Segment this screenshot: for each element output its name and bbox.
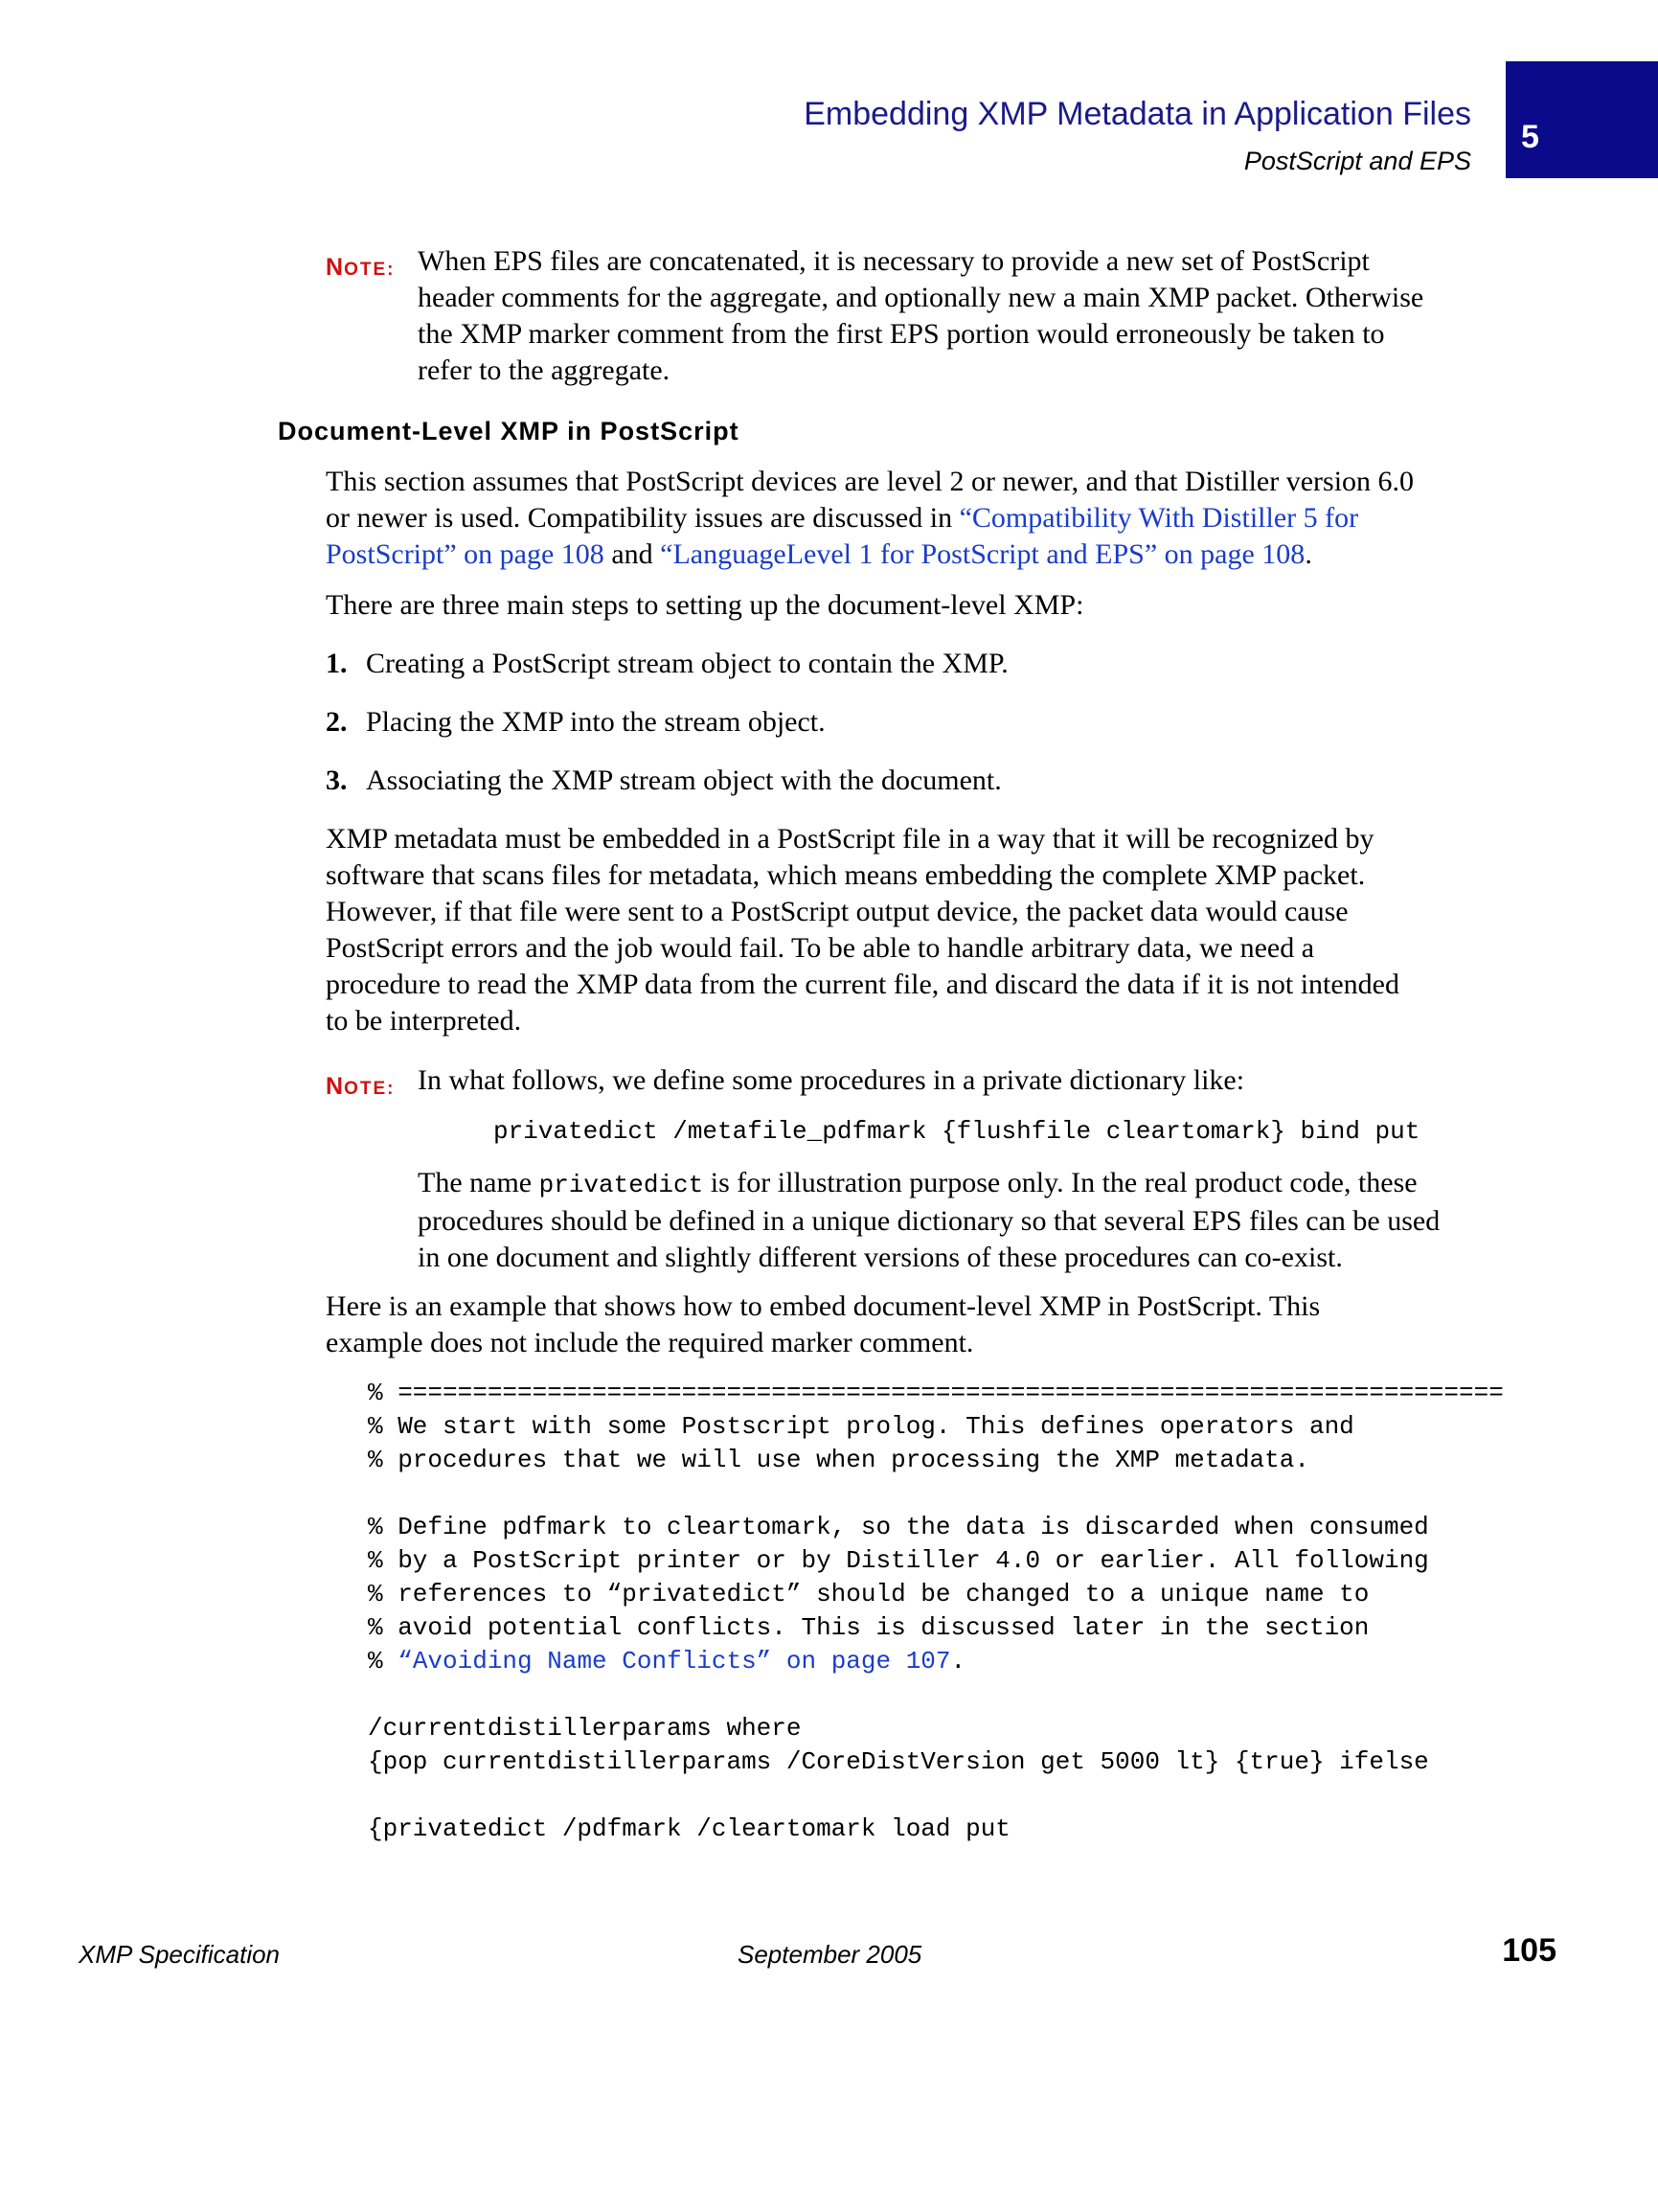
code-example-inline: privatedict /metafile_pdfmark {flushfile cleartomark} bind put — [493, 1117, 1420, 1146]
note-private-dictionary — [326, 1062, 1489, 1099]
paragraph-line: example does not include the required marker comment. — [326, 1327, 974, 1358]
inline-code: privatedict — [538, 1171, 704, 1199]
code-line: % references to “privatedict” should be changed to a unique name to — [368, 1580, 1370, 1608]
intro-line: This section assumes that PostScript devices are level 2 or newer, and that Distiller version 6.0 — [326, 466, 1415, 497]
link-avoiding-name-conflicts[interactable]: “Avoiding Name Conflicts” on page 107 — [397, 1647, 951, 1676]
link-compatibility-distiller-5-cont[interactable]: PostScript” on page 108 — [326, 538, 604, 570]
intro-line: or newer is used. Compatibility issues are discussed in “Compatibility With Distiller 5 for — [326, 502, 1359, 534]
code-line: {privatedict /pdfmark /cleartomark load put — [368, 1814, 1011, 1843]
note-text — [418, 243, 1489, 389]
code-line: % Define pdfmark to cleartomark, so the data is discarded when consumed — [368, 1513, 1429, 1541]
list-item — [326, 704, 1475, 741]
paragraph-line: XMP metadata must be embedded in a PostScript file in a way that it will be recognized by — [326, 823, 1374, 855]
code-line: {pop currentdistillerparams /CoreDistVersion get 5000 lt} {true} ifelse — [368, 1747, 1429, 1776]
note-label: NOTE: — [326, 1073, 396, 1100]
code-line: % “Avoiding Name Conflicts” on page 107. — [368, 1647, 966, 1676]
list-item-number: 2. — [326, 706, 348, 738]
note-text: In what follows, we define some procedures in a private dictionary like: — [418, 1064, 1245, 1096]
list-item-number: 3. — [326, 764, 348, 796]
code-line: % We start with some Postscript prolog. This defines operators and — [368, 1412, 1354, 1441]
note-explanation-line: in one document and slightly different versions of these procedures can co-exist. — [418, 1242, 1343, 1273]
note-line: the XMP marker comment from the first EPS portion would erroneously be taken to — [418, 318, 1385, 350]
footer-date: September 2005 — [738, 1940, 922, 1969]
list-item-text: Creating a PostScript stream object to contain the XMP. — [366, 648, 1009, 679]
link-languagelevel-1[interactable]: “LanguageLevel 1 for PostScript and EPS” on page 108 — [660, 538, 1306, 570]
example-intro — [326, 1288, 1489, 1361]
intro-line: PostScript” on page 108 and “LanguageLevel 1 for PostScript and EPS” on page 108. — [326, 538, 1312, 570]
paragraph-line: procedure to read the XMP data from the current file, and discard the data if it is not intended — [326, 969, 1400, 1000]
note-concatenation — [326, 243, 1489, 389]
list-item — [326, 763, 1475, 799]
code-line: % procedures that we will use when processing the XMP metadata. — [368, 1446, 1309, 1474]
link-compatibility-distiller-5[interactable]: “Compatibility With Distiller 5 for — [959, 502, 1359, 534]
section-heading: Document-Level XMP in PostScript — [278, 417, 739, 445]
note-line: header comments for the aggregate, and optionally new a main XMP packet. Otherwise — [418, 282, 1424, 313]
footer-document-title: XMP Specification — [79, 1940, 281, 1969]
note-explanation-line: The name privatedict is for illustration purpose only. In the real product code, these — [418, 1167, 1418, 1199]
code-line: % avoid potential conflicts. This is discussed later in the section — [368, 1613, 1370, 1642]
code-line: % ========================================================================== — [368, 1379, 1504, 1407]
chapter-number: 5 — [1521, 119, 1539, 155]
metadata-paragraph — [326, 821, 1489, 1039]
note-label: NOTE: — [326, 254, 396, 281]
list-item-text: Placing the XMP into the stream object. — [366, 706, 826, 738]
running-header-title: Embedding XMP Metadata in Application Files — [804, 96, 1471, 132]
chapter-tab — [1506, 61, 1658, 178]
running-header-subtitle: PostScript and EPS — [1243, 147, 1471, 175]
paragraph-line: PostScript errors and the job would fail. To be able to handle arbitrary data, we need a — [326, 932, 1315, 964]
code-line: % by a PostScript printer or by Distiller 4.0 or earlier. All following — [368, 1546, 1429, 1575]
paragraph-line: However, if that file were sent to a PostScript output device, the packet data would cause — [326, 896, 1349, 927]
code-line: /currentdistillerparams where — [368, 1714, 802, 1743]
list-item — [326, 646, 1475, 682]
note-line: refer to the aggregate. — [418, 354, 670, 386]
note-line: When EPS files are concatenated, it is necessary to provide a new set of PostScript — [418, 245, 1370, 277]
list-item-text: Associating the XMP stream object with the document. — [366, 764, 1002, 796]
steps-intro: There are three main steps to setting up the document-level XMP: — [326, 589, 1084, 621]
list-item-number: 1. — [326, 648, 348, 679]
note-explanation-line: procedures should be defined in a unique dictionary so that several EPS files can be used — [418, 1205, 1441, 1237]
paragraph-line: Here is an example that shows how to embed document-level XMP in PostScript. This — [326, 1290, 1321, 1322]
paragraph-line: to be interpreted. — [326, 1005, 522, 1037]
note-explanation — [418, 1165, 1500, 1276]
intro-paragraph — [326, 464, 1489, 573]
paragraph-line: software that scans files for metadata, which means embedding the complete XMP packet. — [326, 859, 1366, 891]
page-number: 105 — [1502, 1932, 1556, 1969]
